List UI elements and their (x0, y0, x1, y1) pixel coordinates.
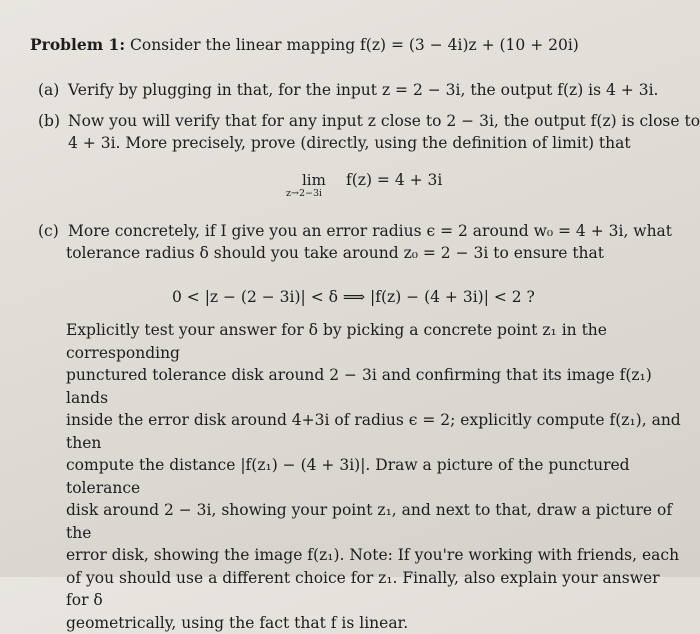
problem-statement: Consider the linear mapping f(z) = (3 − 4i)z + (10 + 20i) (130, 36, 579, 54)
paragraph-line: error disk, showing the image f(z₁). Note: If you're working with friends, each (66, 544, 682, 567)
part-a-label: (a) (38, 83, 68, 99)
part-a-text: Verify by plugging in that, for the input z = 2 − 3i, the output f(z) is 4 + 3i. (68, 81, 658, 99)
part-c-text-line1: More concretely, if I give you an error radius ϵ = 2 around w₀ = 4 + 3i, what (68, 222, 672, 240)
problem-heading (30, 37, 579, 54)
part-c-line2: tolerance radius δ should you take around z₀ = 2 − 3i to ensure that (66, 246, 604, 262)
part-c-line1 (38, 224, 672, 240)
part-b-line1 (38, 114, 700, 130)
paragraph-line: Explicitly test your answer for δ by picking a concrete point z₁ in the corresponding (66, 319, 682, 364)
paragraph-line: geometrically, using the fact that f is linear. (66, 612, 682, 634)
part-b-text-line1: Now you will verify that for any input z close to 2 − 3i, the output f(z) is close to (68, 112, 700, 130)
limit-subscript: z→2−3i (286, 188, 322, 199)
part-b-label: (b) (38, 114, 68, 130)
part-c-label: (c) (38, 224, 68, 240)
paragraph-line: punctured tolerance disk around 2 − 3i and confirming that its image f(z₁) lands (66, 364, 682, 409)
limit-word: lim (302, 171, 326, 189)
part-c-paragraph (66, 319, 682, 634)
limit-expression: f(z) = 4 + 3i (346, 171, 442, 189)
problem-label: Problem 1: (30, 35, 125, 54)
paragraph-line: of you should use a different choice for z₁. Finally, also explain your answer for δ (66, 567, 682, 612)
part-a (38, 83, 658, 99)
part-c-display-math: 0 < |z − (2 − 3i)| < δ ⟹ |f(z) − (4 + 3i)| < 2 ? (172, 288, 535, 306)
paragraph-line: compute the distance |f(z₁) − (4 + 3i)|. Draw a picture of the punctured tolerance (66, 454, 682, 499)
paragraph-line: disk around 2 − 3i, showing your point z₁, and next to that, draw a picture of the (66, 499, 682, 544)
paragraph-line: inside the error disk around 4+3i of radius ϵ = 2; explicitly compute f(z₁), and then (66, 409, 682, 454)
part-b-line2: 4 + 3i. More precisely, prove (directly, using the definition of limit) that (68, 136, 631, 152)
